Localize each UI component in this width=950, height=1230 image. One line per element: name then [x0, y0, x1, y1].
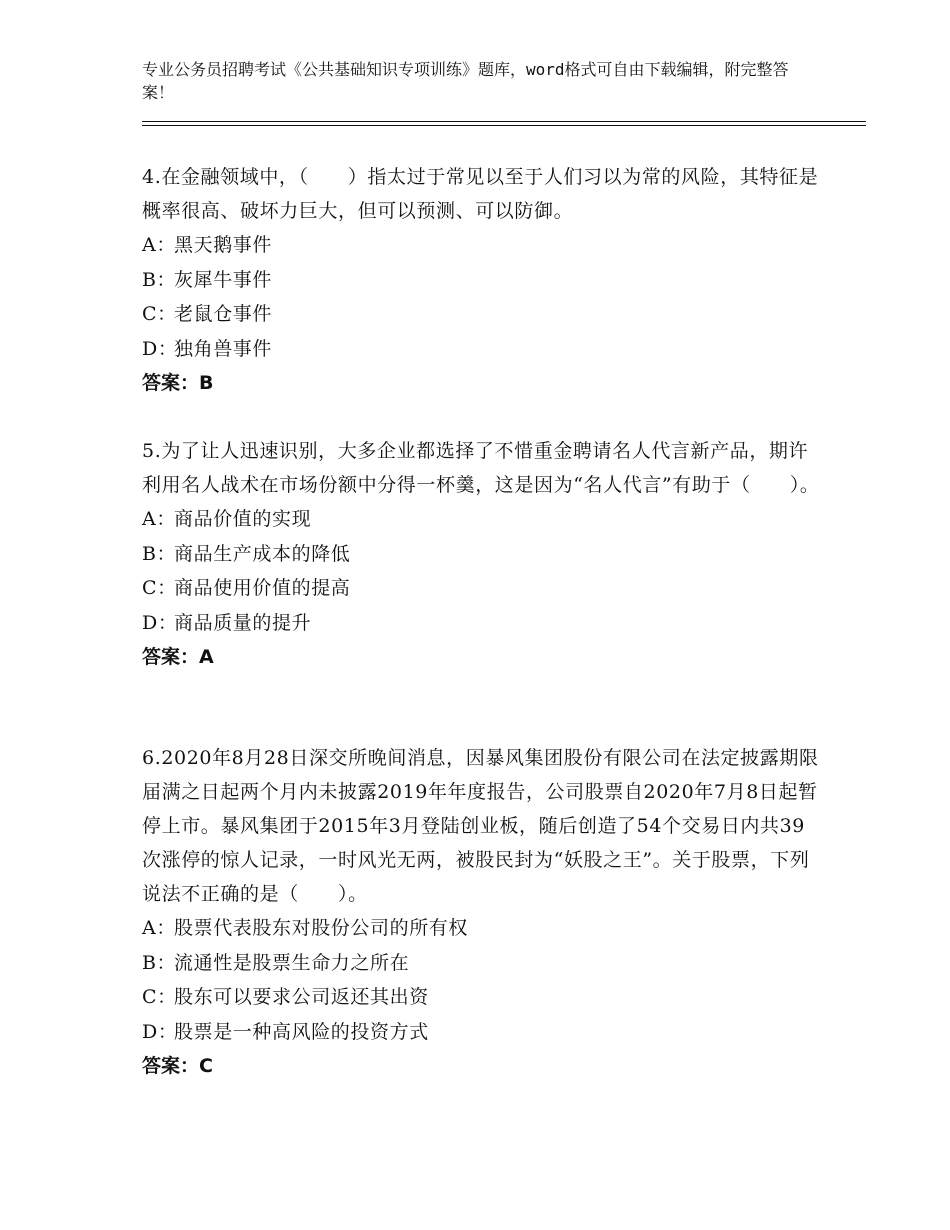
option-key: B： [142, 542, 177, 565]
option-key: D： [142, 337, 178, 360]
header-rule-top [142, 121, 866, 122]
question-4 [142, 160, 822, 400]
option-text: 商品生产成本的降低 [174, 542, 351, 565]
option-key: A： [142, 508, 176, 530]
option-key: A： [142, 917, 176, 939]
option-c [142, 297, 822, 332]
option-key: D： [142, 1020, 178, 1043]
option-b [142, 537, 822, 572]
question-stem: 4.在金融领域中，（ ）指太过于常见以至于人们习以为常的风险，其特征是概率很高、破坏力巨大，但可以预测、可以防御。 [142, 166, 819, 222]
option-text: 商品价值的实现 [174, 508, 312, 530]
option-b [142, 263, 822, 298]
option-d [142, 606, 822, 641]
option-list [142, 228, 822, 366]
option-a [142, 911, 822, 946]
page-header: 专业公务员招聘考试《公共基础知识专项训练》题库，word格式可自由下载编辑，附完整答案！ [142, 60, 789, 102]
question-stem: 5.为了让人迅速识别，大多企业都选择了不惜重金聘请名人代言新产品，期许利用名人战术在市场份额中分得一杯羹，这是因为“名人代言”有助于（ ）。 [142, 440, 820, 496]
option-key: D： [142, 611, 178, 634]
option-text: 黑天鹅事件 [174, 234, 273, 256]
question-5 [142, 434, 822, 674]
option-list [142, 911, 822, 1049]
option-key: C： [142, 986, 177, 1008]
option-key: A： [142, 234, 176, 256]
option-text: 商品使用价值的提高 [174, 577, 351, 599]
option-c [142, 980, 822, 1015]
answer-label: 答案：A [142, 646, 214, 668]
option-key: B： [142, 951, 177, 974]
option-text: 灰犀牛事件 [174, 268, 273, 291]
option-list [142, 502, 822, 640]
option-a [142, 502, 822, 537]
question-stem: 6.2020年8月28日深交所晚间消息，因暴风集团股份有限公司在法定披露期限届满之日起两个月内未披露2019年年度报告，公司股票自2020年7月8日起暂停上市。暴风集团于2015年3月登陆创业板，随后创造了54个交易日内共39次涨停的惊人记录，一时风光无两，被股民封为“妖股之王”。关于股票，下列说法不正确的是（ ）。 [142, 747, 819, 905]
option-c [142, 571, 822, 606]
option-text: 商品质量的提升 [174, 611, 312, 634]
option-text: 股票代表股东对股份公司的所有权 [174, 917, 469, 939]
option-text: 股东可以要求公司返还其出资 [174, 986, 429, 1008]
option-text: 流通性是股票生命力之所在 [174, 951, 410, 974]
option-d [142, 332, 822, 367]
header-rule-bottom [142, 125, 866, 126]
option-key: C： [142, 303, 177, 325]
answer-label: 答案：C [142, 1055, 213, 1077]
option-key: B： [142, 268, 177, 291]
option-text: 股票是一种高风险的投资方式 [174, 1020, 429, 1043]
option-key: C： [142, 577, 177, 599]
answer-label: 答案：B [142, 372, 214, 394]
option-text: 老鼠仓事件 [174, 303, 273, 325]
option-a [142, 228, 822, 263]
question-6 [142, 741, 822, 1083]
option-d [142, 1015, 822, 1050]
option-b [142, 946, 822, 981]
option-text: 独角兽事件 [174, 337, 273, 360]
